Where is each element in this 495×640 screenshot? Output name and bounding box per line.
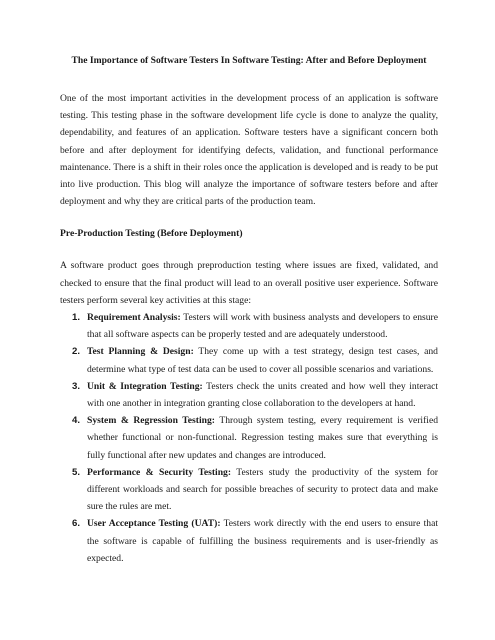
list-item <box>60 309 438 343</box>
list-item-number: 1. <box>72 312 81 324</box>
list-item-number: 4. <box>72 415 81 427</box>
section-heading: Pre-Production Testing (Before Deployment) <box>60 228 243 240</box>
list-item-term: User Acceptance Testing (UAT): <box>87 518 221 530</box>
list-item-number: 5. <box>72 466 81 478</box>
activity-list <box>60 309 438 567</box>
intro-paragraph: One of the most important activities in the development process of an application is software testing. This testing phase in the software development life cycle is done to analyze the quality, dependability, and features of an application. Software testers have a significant concern both before and after deployment for identifying defects, validation, and functional performance maintenance. There is a shift in their roles once the application is developed and is ready to be put into live production. This blog will analyze the importance of software testers before and after deployment and why they are critical parts of the production team. <box>60 93 438 208</box>
list-item-term: Requirement Analysis: <box>87 312 181 324</box>
list-item <box>60 343 438 377</box>
list-item <box>60 464 438 516</box>
list-item-term: Performance & Security Testing: <box>87 466 232 478</box>
list-item-text: Testers will work with business analysts and developers to ensure that all software aspects can be properly tested and are adequately understood. <box>87 312 439 341</box>
list-item <box>60 515 438 567</box>
list-item-text: Testers work directly with the end users to ensure that the software is capable of fulfilling the business requirements and is user-friendly as expected. <box>87 518 438 564</box>
document-page <box>60 54 438 567</box>
list-item-number: 6. <box>72 518 81 530</box>
list-item-number: 2. <box>72 346 81 358</box>
list-item-term: Test Planning & Design: <box>87 346 194 358</box>
list-item-term: System & Regression Testing: <box>87 415 215 427</box>
list-item-text: Through system testing, every requirement is verified whether functional or non-functional. Regression testing makes sure that everything is fully functional after new updates and changes are introduced. <box>87 415 438 461</box>
list-item-term: Unit & Integration Testing: <box>87 380 203 392</box>
list-item-text: Testers check the units created and how well they interact with one another in integration granting close collaboration to the developers at hand. <box>87 380 439 410</box>
list-item <box>60 412 438 464</box>
list-item-text: They come up with a test strategy, design test cases, and determine what type of test data can be used to cover all possible scenarios and variations. <box>87 346 438 375</box>
list-item-text: Testers study the productivity of the system for different workloads and search for possible breaches of security to protect data and make sure the rules are met. <box>87 466 438 513</box>
list-item <box>60 378 438 412</box>
document-title: The Importance of Software Testers In Software Testing: After and Before Deployment <box>71 55 427 66</box>
list-item-number: 3. <box>72 380 81 392</box>
section-intro-paragraph: A software product goes through preproduction testing where issues are fixed, validated, and checked to ensure that the final product will lead to an overall positive user experience. Software testers perform several key activities at this stage: <box>60 260 438 306</box>
